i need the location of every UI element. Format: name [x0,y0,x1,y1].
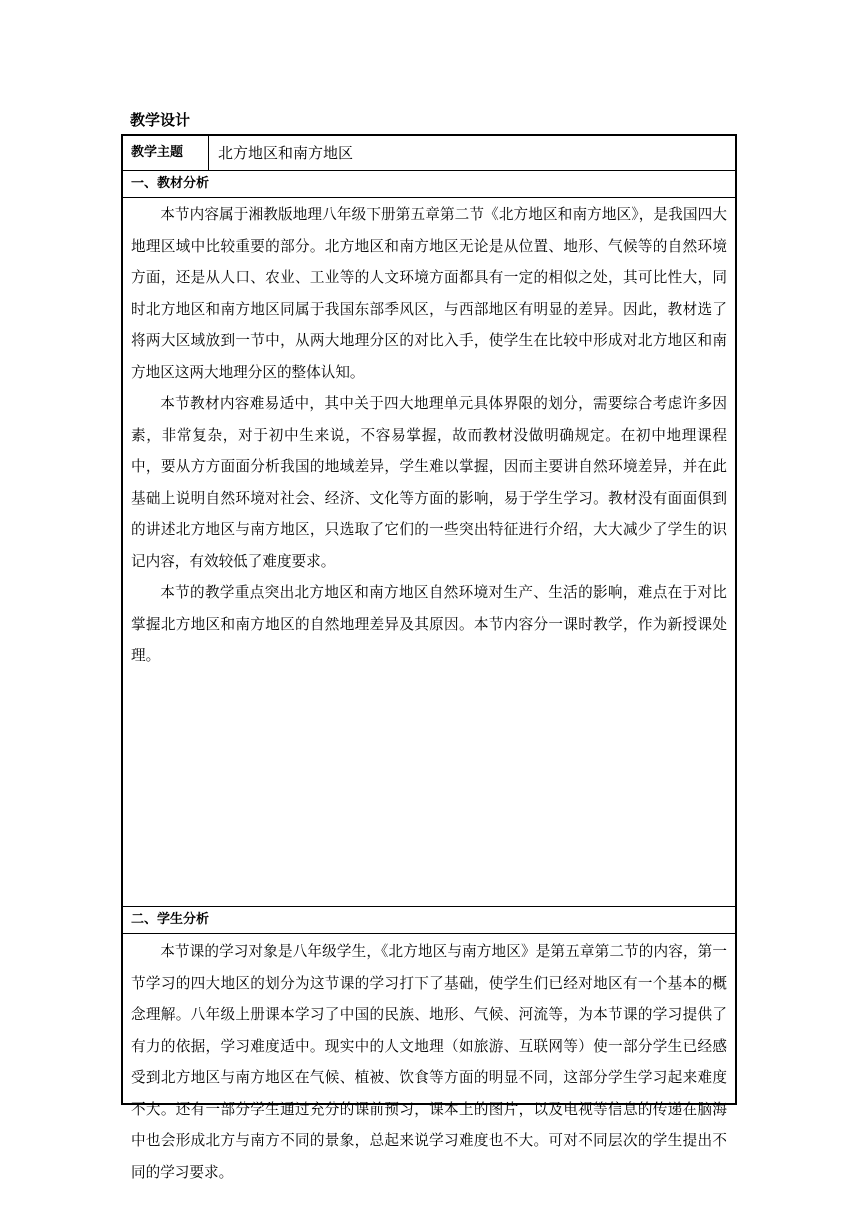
section-heading-student-analysis: 二、学生分析 [123,906,735,934]
paragraph: 本节内容属于湘教版地理八年级下册第五章第二节《北方地区和南方地区》，是我国四大地理区域中比较重要的部分。北方地区和南方地区无论是从位置、地形、气候等的自然环境方面，还是从人口、农业、工业等的人文环境方面都具有一定的相似之处，其可比性大，同时北方地区和南方地区同属于我国东部季风区，与西部地区有明显的差异。因此，教材选了将两大区域放到一节中，从两大地理分区的对比入手，使学生在比较中形成对北方地区和南方地区这两大地理分区的整体认知。 [131,206,727,381]
section-body-textbook-analysis [131,199,727,672]
paragraph: 本节课的学习对象是八年级学生，《北方地区与南方地区》是第五章第二节的内容，第一节学习的四大地区的划分为这节课的学习打下了基础，使学生们已经对地区有一个基本的概念理解。八年级上册课本学习了中国的民族、地形、气候、河流等，为本节课的学习提供了有力的依据，学习难度适中。现实中的人文地理（如旅游、互联网等）使一部分学生已经感受到北方地区与南方地区在气候、植被、饮食等方面的明显不同，这部分学生学习起来难度不大。还有一部分学生通过充分的课前预习，课本上的图片，以及电视等信息的传递在脑海中也会形成北方与南方不同的景象，总起来说学习难度也不大。可对不同层次的学生提出不同的学习要求。 [131,943,727,1181]
section-body-student-analysis [131,936,727,1188]
document-title: 教学设计 [130,111,191,129]
topic-row [123,136,735,171]
teaching-design-table [121,134,737,1181]
paragraph: 本节教材内容难易适中，其中关于四大地理单元具体界限的划分，需要综合考虑许多因素，非常复杂，对于初中生来说，不容易掌握，故而教材没做明确规定。在初中地理课程中，要从方方面面分析我国的地域差异，学生难以掌握，因而主要讲自然环境差异，并在此基础上说明自然环境对社会、经济、文化等方面的影响，易于学生学习。教材没有面面俱到的讲述北方地区与南方地区，只选取了它们的一些突出特征进行介绍，大大减少了学生的识记内容，有效较低了难度要求。 [131,395,727,570]
topic-value: 北方地区和南方地区 [218,144,354,162]
topic-label: 教学主题 [123,136,209,170]
section-heading-textbook-analysis: 一、教材分析 [123,171,735,198]
paragraph: 本节的教学重点突出北方地区和南方地区自然环境对生产、生活的影响，难点在于对比掌握北方地区和南方地区的自然地理差异及其原因。本节内容分一课时教学，作为新授课处理。 [131,584,727,664]
